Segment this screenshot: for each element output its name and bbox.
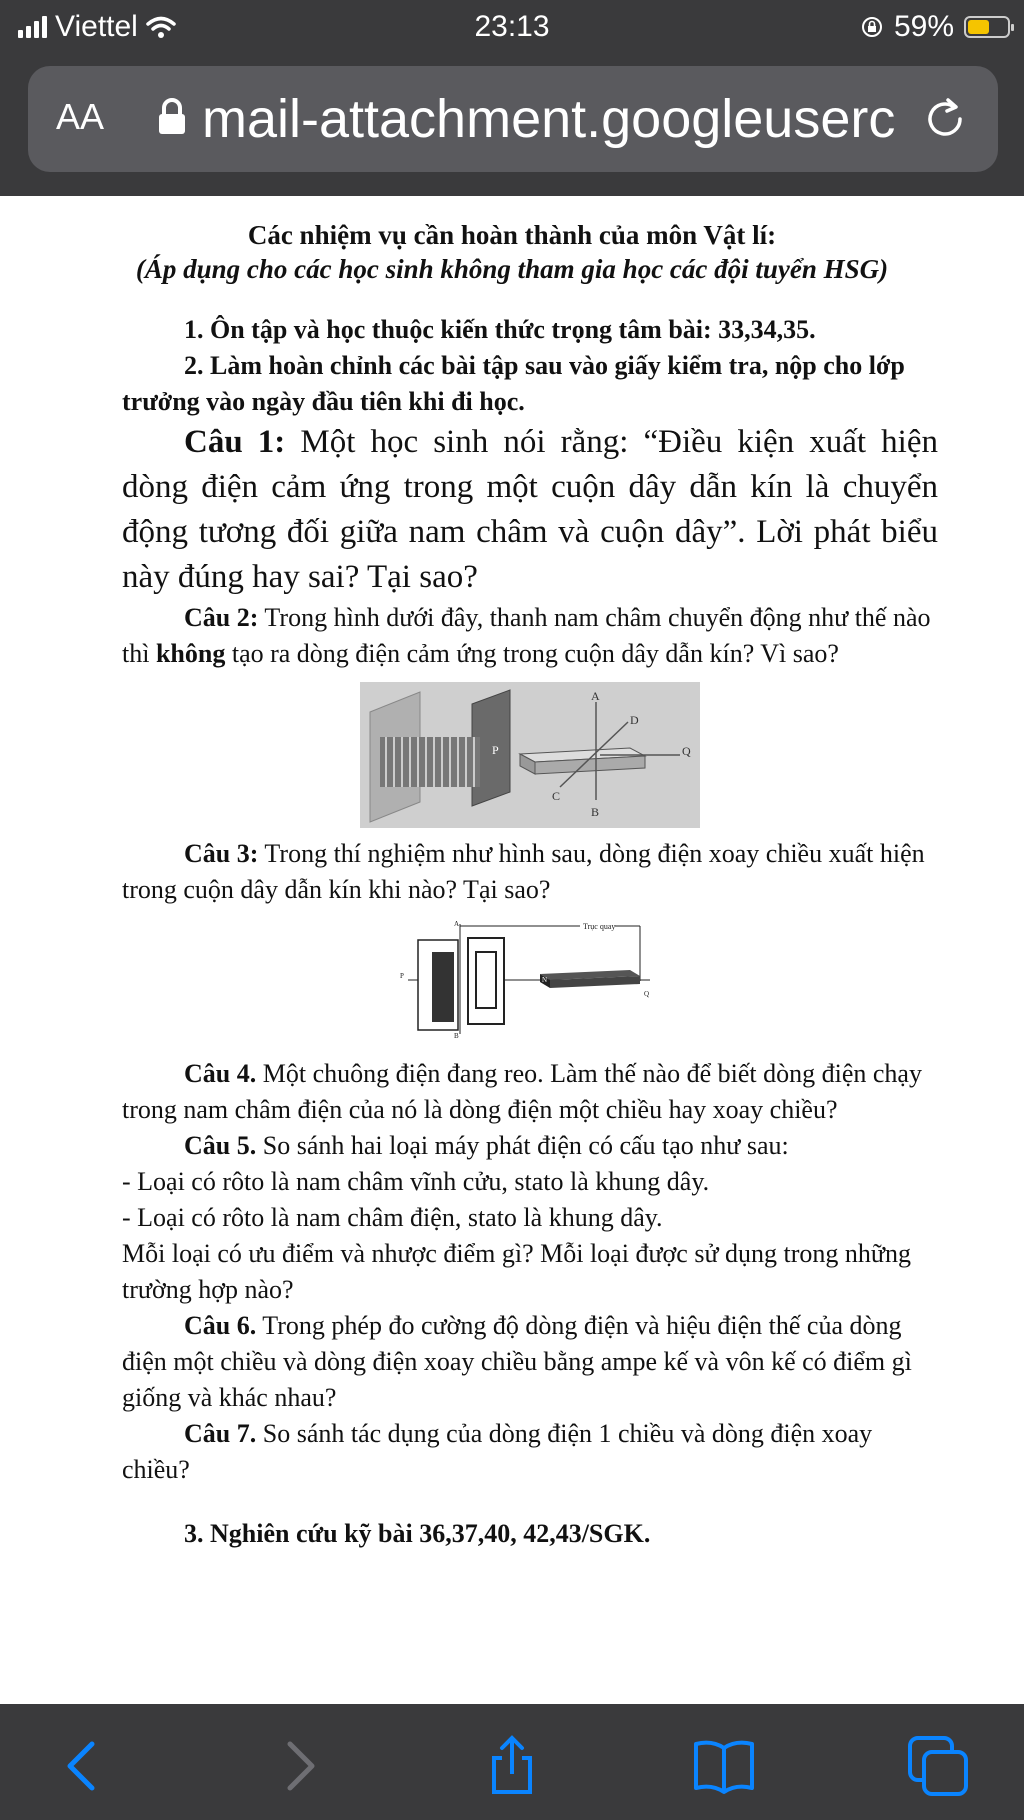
status-bar (0, 0, 1024, 56)
task-2: 2. Làm hoàn chỉnh các bài tập sau vào giấy kiểm tra, nộp cho lớp trưởng vào ngày đầu tiên khi đi học. (122, 351, 905, 416)
fig2-label-axis: Trục quay (583, 922, 616, 931)
task-1: 1. Ôn tập và học thuộc kiến thức trọng tâm bài: 33,34,35. (184, 315, 816, 344)
text-size-button[interactable]: AA (56, 96, 105, 137)
question-4 (122, 1056, 938, 1128)
q1-text: Một học sinh nói rằng: “Điều kiện xuất hiện dòng điện cảm ứng trong một cuộn dây dẫn kín là chuyển động tương đối giữa nam châm và cuộn dây”. Lời phát biểu này đúng hay sai? Tại sao? (122, 424, 938, 595)
question-5 (122, 1128, 938, 1164)
q7-text: So sánh tác dụng của dòng điện 1 chiều và dòng điện xoay chiều? (122, 1419, 873, 1484)
q2-bold: không (155, 639, 226, 668)
magnet-coil-figure-1 (360, 682, 700, 828)
q5-line-3: Mỗi loại có ưu điểm và nhược điểm gì? Mỗi loại được sử dụng trong những trường hợp nào? (122, 1239, 912, 1304)
browser-toolbar (0, 1704, 1024, 1820)
question-7 (122, 1416, 938, 1488)
q5-line-2: - Loại có rôto là nam châm điện, stato là khung dây. (122, 1203, 663, 1232)
fig1-label-a: A (591, 689, 600, 703)
doc-subtitle: (Áp dụng cho các học sinh không tham gia học các đội tuyển HSG) (135, 254, 889, 284)
task-3: 3. Nghiên cứu kỹ bài 36,37,40, 42,43/SGK. (184, 1519, 651, 1548)
tabs-icon[interactable] (906, 1734, 970, 1798)
status-right (860, 10, 1010, 44)
q5-text: So sánh hai loại máy phát điện có cấu tạo như sau: (256, 1131, 789, 1160)
battery-icon (964, 16, 1010, 38)
question-1 (122, 420, 938, 600)
q1-label: Câu 1: (184, 424, 286, 460)
q4-label: Câu 4. (184, 1059, 257, 1088)
question-6 (122, 1308, 938, 1416)
q7-label: Câu 7. (184, 1419, 257, 1448)
q6-label: Câu 6. (184, 1311, 257, 1340)
q2-label: Câu 2: (184, 603, 259, 632)
fig1-label-q: Q (682, 744, 691, 758)
orientation-lock-icon (860, 15, 884, 39)
clock: 23:13 (474, 10, 550, 43)
rotating-magnet-figure-2 (390, 916, 670, 1040)
lock-icon (156, 96, 188, 138)
fig2-label-b: B (454, 1032, 459, 1040)
q3-label: Câu 3: (184, 839, 259, 868)
back-icon[interactable] (52, 1734, 116, 1798)
document-page (0, 196, 1024, 1704)
doc-title: Các nhiệm vụ cần hoàn thành của môn Vật lí: (247, 220, 777, 250)
fig2-label-n: N (542, 976, 548, 984)
fig1-label-c: C (552, 789, 561, 803)
fig1-label-p: P (492, 743, 499, 757)
fig2-label-p: P (400, 972, 404, 980)
address-bar[interactable] (28, 66, 998, 172)
q2-text-a: Trong hình dưới đây, thanh nam châm chuyển động như thế nào thì (122, 603, 931, 668)
url-text[interactable]: mail-attachment.googleuserc (202, 89, 896, 149)
share-icon[interactable] (480, 1734, 544, 1798)
q5-label: Câu 5. (184, 1131, 257, 1160)
fig1-label-d: D (630, 713, 639, 727)
coil-windings (380, 737, 480, 787)
reload-icon[interactable] (918, 92, 972, 146)
forward-icon[interactable] (266, 1734, 330, 1798)
question-2 (122, 600, 938, 672)
question-3 (122, 836, 938, 908)
fig2-label-a: A (454, 920, 460, 928)
q6-text: Trong phép đo cường độ dòng điện và hiệu điện thế của dòng điện một chiều và dòng điện xoay chiều bằng ampe kế và vôn kế có điểm gì giống và khác nhau? (122, 1311, 912, 1412)
q5-line-1: - Loại có rôto là nam châm vĩnh cửu, stato là khung dây. (122, 1167, 710, 1196)
fig2-label-q: Q (644, 990, 650, 998)
q2-text-b: tạo ra dòng điện cảm ứng trong cuộn dây dẫn kín? Vì sao? (225, 639, 839, 668)
q3-text: Trong thí nghiệm như hình sau, dòng điện xoay chiều xuất hiện trong cuộn dây dẫn kín khi nào? Tại sao? (122, 839, 925, 904)
battery-percent: 59% (893, 10, 954, 43)
carrier-name: Viettel (55, 10, 138, 43)
fig1-label-b: B (591, 805, 600, 819)
bookmarks-icon[interactable] (692, 1734, 756, 1798)
q4-text: Một chuông điện đang reo. Làm thế nào để biết dòng điện chạy trong nam châm điện của nó là dòng điện một chiều hay xoay chiều? (122, 1059, 922, 1124)
